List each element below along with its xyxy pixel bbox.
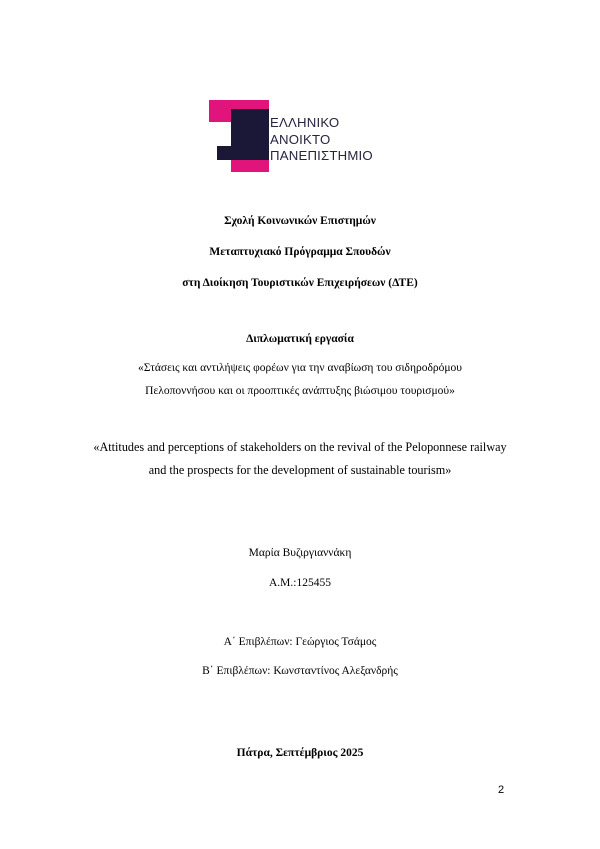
thesis-title-el-line-1: «Στάσεις και αντιλήψεις φορέων για την αναβίωση του σιδηροδρόμου [137, 362, 462, 374]
university-logo-mark [209, 100, 269, 172]
thesis-title-en-line-2: and the prospects for the development of sustainable tourism» [148, 463, 452, 477]
logo-line-1: ΕΛΛΗΝΙΚΟ [270, 115, 340, 130]
thesis-title-el-line-2: Πελοποννήσου και οι προοπτικές ανάπτυξης βιώσιμου τουρισμού» [145, 385, 455, 397]
logo-line-3: ΠΑΝΕΠΙΣΤΗΜΙΟ [270, 148, 373, 163]
university-logo [209, 100, 394, 172]
school-name: Σχολή Κοινωνικών Επιστημών [224, 215, 376, 227]
first-supervisor: Α΄ Επιβλέπων: Γεώργιος Τσάμος [223, 636, 377, 648]
second-supervisor: Β΄ Επιβλέπων: Κωνσταντίνος Αλεξανδρής [202, 665, 398, 677]
university-logo-text [270, 115, 373, 165]
author-name: Μαρία Βυζιργιαννάκη [248, 547, 352, 559]
page-number: 2 [498, 784, 505, 796]
program-subtitle: στη Διοίκηση Τουριστικών Επιχειρήσεων (ΔΤΕ) [182, 277, 418, 289]
thesis-title-en-line-1: «Attitudes and perceptions of stakeholders on the revival of the Peloponnese railway [93, 440, 507, 454]
logo-line-2: ΑΝΟΙΚΤΟ [270, 131, 331, 147]
student-id: Α.Μ.:125455 [269, 577, 331, 589]
thesis-type: Διπλωματική εργασία [246, 333, 354, 345]
program-name: Μεταπτυχιακό Πρόγραμμα Σπουδών [209, 246, 391, 258]
place-and-date: Πάτρα, Σεπτέμβριος 2025 [236, 747, 364, 759]
